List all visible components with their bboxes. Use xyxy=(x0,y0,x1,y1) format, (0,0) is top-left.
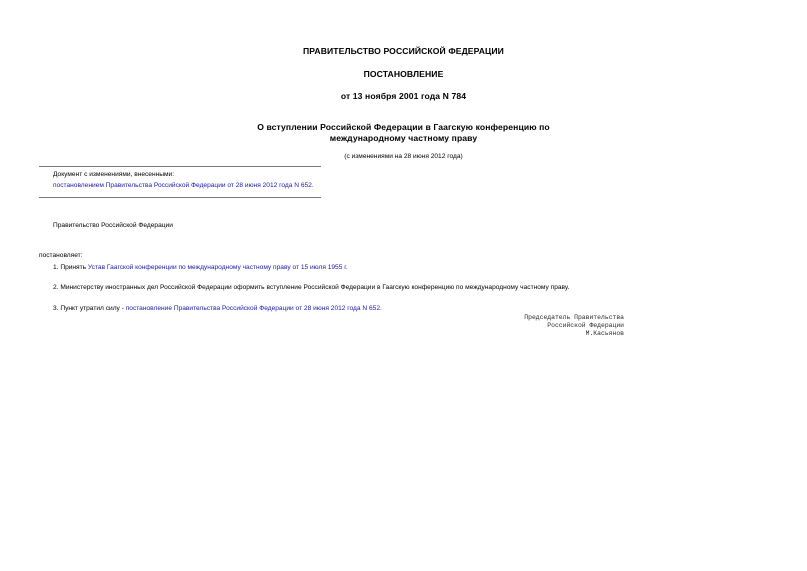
signature-name: М.Касьянов xyxy=(585,330,624,337)
signature-title-line-2: Российской Федерации xyxy=(547,322,624,329)
changes-box-bottom-rule xyxy=(39,197,321,198)
document-title-line-2: международному частному праву xyxy=(329,133,478,143)
government-label: Правительство Российской Федерации xyxy=(53,222,173,229)
item-3 xyxy=(53,305,382,312)
item-1 xyxy=(53,264,348,271)
changes-box-top-rule xyxy=(39,166,321,167)
document-type-heading: ПОСТАНОВЛЕНИЕ xyxy=(363,69,444,79)
signature-title-line-1: Председатель Правительства xyxy=(524,314,624,321)
organization-heading: ПРАВИТЕЛЬСТВО РОССИЙСКОЙ ФЕДЕРАЦИИ xyxy=(303,46,504,56)
item-3-link[interactable]: постановление Правительства Российской Федерации от 28 июня 2012 года N 652. xyxy=(125,305,382,312)
changes-intro: Документ с изменениями, внесенными: xyxy=(53,171,175,178)
resolves-label: постановляет: xyxy=(39,252,83,259)
amendment-note: (с изменениями на 28 июня 2012 года) xyxy=(344,153,463,160)
item-1-prefix: 1. Принять xyxy=(53,264,88,271)
changes-link[interactable]: постановлением Правительства Российской Федерации от 28 июня 2012 года N 652. xyxy=(53,182,314,189)
document-date-number: от 13 ноября 2001 года N 784 xyxy=(340,91,467,101)
document-title-line-1: О вступлении Российской Федерации в Гаагскую конференцию по xyxy=(257,122,550,132)
item-3-prefix: 3. Пункт утратил силу - xyxy=(53,305,126,312)
item-1-link[interactable]: Устав Гаагской конференции по международному частному праву от 15 июля 1955 г. xyxy=(87,264,348,271)
item-2: 2. Министерству иностранных дел Российской Федерации оформить вступление Российской Федерации в Гаагскую конференцию по международному частному праву. xyxy=(53,284,570,291)
